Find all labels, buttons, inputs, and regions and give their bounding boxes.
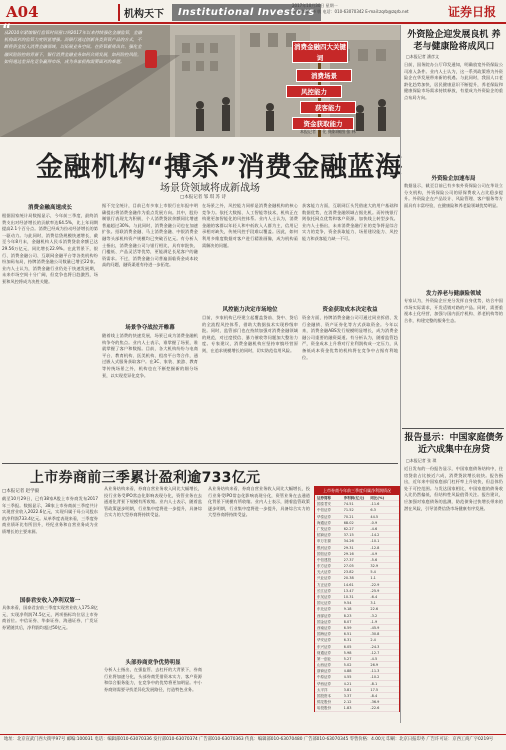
table-cell: 10.31	[343, 595, 354, 599]
column-3-text-b: 目前，多家机构已经建立起覆盖贷前、贷中、贷后的全流程风控体系，借助大数据技术实现秒级审批。同时，监管部门也在持续加强对消费金融领域的规范，对过度授信、暴力催收等问题加大整治力度。专家建议，消费金融机构应坚持审慎经营原则，在追求规模增长的同时，切实防范信用风险。	[202, 315, 298, 353]
table-cell: 6.51	[343, 632, 352, 637]
table-cell: -25.9	[370, 588, 380, 593]
main-headline: 金融机构“搏杀”消费金融蓝海	[36, 152, 403, 183]
bottom-headline: 上市券商前三季累计盈利逾733亿元	[30, 470, 261, 486]
table-cell: 太平洋	[317, 687, 328, 692]
table-cell: 西部证券	[317, 613, 331, 618]
table-cell: 国投资本	[317, 694, 331, 698]
column-2-subhead: 场景争夺战拉开帷幕	[125, 325, 175, 331]
table-cell: 34.26	[343, 539, 354, 544]
table-cell: 62.27	[343, 526, 354, 531]
column-2-text-b: 随着线上消费的快速发展，场景已成为消费金融机构争夺的焦点。业内人士表示，谁掌握了场景，谁就掌握了客户和数据。目前，各大机构纷纷与电商平台、教育机构、医美机构、租房平台等合作，通过嵌入式服务获取客户。在3C、家装、旅游、教育等传统场景之外，机构也在不断挖掘新的细分场景，以实现差异化竞争。	[102, 333, 198, 378]
table-cell: 东兴证券	[317, 644, 331, 649]
main-byline: □本报记者 邹 琪 苏 诗	[180, 195, 226, 200]
table-cell: 44.5	[370, 514, 379, 519]
table-cell: -4.5	[370, 656, 378, 661]
table-cell: 22.6	[370, 607, 379, 612]
column-4-text: 获客能力方面，互联网巨头凭借庞大的用户基础和数据优势，在消费金融领域占据先机。而传统银行则依托网点优势和客户资源，加快线上转型步伐。业内人士指出，未来消费金融行业的竞争将是综合实力的竞争，资金获取能力、场景建设能力、风控能力和获客能力缺一不可。	[302, 203, 398, 241]
table-cell: 海通证券	[317, 520, 331, 525]
section-title-en: Institutional Investors	[172, 4, 321, 21]
table-cell: 6.05	[343, 644, 352, 649]
bottom-text-4: 分析人士指出，在强监管、去杠杆的大背景下，券商行业将加速分化，头部券商凭借资本实力、客户资源和综合服务能力，在竞争中的优势将更加明显。中小券商则需要寻找差异化发展路径，打造特色业务。	[104, 667, 202, 692]
table-cell: 中原证券	[317, 675, 331, 680]
column-1-text: 根据国家统计局数据显示，今年前三季度，最终消费支出对经济增长的贡献率达64.5%，比上年同期提高2.1个百分点。消费已经成为拉动经济增长的第一驱动力。与此同时，消费信贷规模快速增长，截至今年8月末，金融机构人民币消费贷款余额已达29.56万亿元，同比增长22.9%。在此背景下，银行、消费金融公司、互联网金融平台等各类机构纷纷加码布局，持牌消费金融公司数量已增至22家。业内人士认为，消费金融行业仍处于快速发展期，未来市场空间十分广阔，但竞争也将日趋激烈，场景和风控将成为决胜关键。	[2, 213, 98, 284]
table-cell: -10.1	[370, 539, 380, 544]
table-cell: 3.81	[343, 687, 352, 692]
table-cell: -22.9	[370, 582, 380, 587]
table-cell: -11.6	[370, 502, 380, 507]
table-cell: 长江证券	[317, 588, 331, 593]
header-meta	[292, 3, 442, 15]
right-text-2: 专家认为，外资险企应充分发挥自身优势，结合中国市场实际需求，开发适销对路的产品。同时，需要重视本土化经营，加强与国内医疗机构、养老机构等的合作，构建完整的服务生态。	[404, 298, 503, 323]
table-cell: 14.61	[343, 582, 354, 587]
table-cell: 国海证券	[317, 632, 331, 637]
table-cell: 西南证券	[317, 625, 331, 630]
table-header-cell: 证券简称	[317, 496, 331, 500]
header-editor: 责任编辑：李 敏 电话：010-63070342 E-mail:zqrb@zqrb.net	[292, 9, 409, 14]
table-cell: 华安证券	[317, 638, 331, 643]
right-subhead-1: 外资险企加速布局	[431, 176, 476, 182]
table-cell: 国金证券	[317, 619, 331, 624]
table-cell: 东方证券	[317, 564, 331, 569]
column-4-subhead: 资金获取成本决定收益	[322, 307, 378, 313]
table-cell: 29.31	[343, 545, 354, 550]
right-byline-1: □本报记者 潘彦文	[406, 54, 440, 59]
table-cell: 东吴证券	[317, 595, 331, 599]
hero-credit: 本报记者 卞 化 摄影/制图 张 林	[300, 129, 356, 134]
bottom-subhead-1: 国泰君安收入净利双第一	[19, 598, 81, 604]
table-cell: 20.38	[343, 576, 354, 581]
table-cell: 东北证券	[317, 607, 331, 612]
table-cell: 6.59	[343, 625, 352, 630]
table-cell: -3.2	[370, 613, 378, 618]
table-cell: -5.6	[370, 557, 378, 562]
right-headline-1: 外资险企迎发展良机 养老与健康险将成风口	[407, 30, 501, 52]
table-cell: 6.31	[343, 638, 352, 643]
table-cell: 2.12	[343, 700, 352, 705]
table-cell: -14.2	[370, 533, 380, 538]
table-cell: -22.6	[370, 706, 380, 711]
table-cell: 锦龙股份	[317, 700, 331, 705]
bottom-divider	[2, 463, 398, 464]
table-cell: 兴业证券	[317, 576, 331, 581]
table-cell: 中信证券	[317, 508, 331, 513]
table-cell: 5.4	[370, 570, 376, 575]
table-cell: -6.4	[370, 595, 378, 599]
table-cell: 华西证券	[317, 681, 331, 686]
right-divider	[402, 428, 504, 429]
table-cell: 国元证券	[317, 601, 331, 606]
sign-keywords: 消费金融四大关键词	[294, 43, 346, 62]
table-cell: 1.1	[370, 576, 376, 581]
table-cell: 浙商证券	[317, 669, 331, 674]
table-cell: -12.7	[370, 650, 380, 655]
table-cell: 国泰君安	[317, 502, 331, 507]
quote-mark-icon: “	[2, 22, 12, 38]
table-cell: 70.21	[343, 514, 354, 519]
table-header-cell: 同比(%)	[370, 496, 385, 500]
table-cell: 5.02	[343, 663, 352, 668]
table-cell: -4.6	[370, 526, 378, 531]
bottom-text-1: 截至10月29日，已有38家A股上市券商发布2017年三季报。数据显示，38家上市券商前三季度共计实现营业收入2022.6亿元，实现归属于母公司股东的净利润733.4亿元。从单季度表现来看，三季度券商业绩环比有所回升，经纪业务和自营业务成为业绩增长的主要来源。	[2, 496, 98, 534]
column-3	[202, 203, 298, 461]
table-body	[315, 501, 399, 711]
table-cell: 6.3	[370, 508, 376, 513]
column-2	[102, 203, 198, 461]
table-cell: 1.83	[343, 706, 352, 711]
table-cell: 8.23	[343, 613, 352, 618]
right-subhead-2: 发力养老与健康险领域	[425, 291, 481, 297]
page-footer: 地址：北京宣武门西大街甲97号 邮编:100031 电话：编辑部010-63070336 发行部010-63070374 广告部010-63070363 传真：编辑部010-63070480 广告部010-63070345 零售价格：4.00元 印刷：北京日报印务 广告许可证：京西工商广字0219号	[0, 734, 506, 750]
bottom-text-5: 从业务结构来看，券商自营业务收入同比大幅增长，投行业务受IPO常态化影响表现分化，资管业务在去通道化背景下规模有所收缩。业内人士表示，随着监管政策逐步明朗，行业集中度将进一步提升，具备综合实力的大型券商将持续受益。	[208, 486, 310, 518]
table-cell: 申万宏源	[317, 539, 331, 544]
column-2-text: 据不完全统计，目前已有多家上市银行在年报中明确提出将消费金融作为重点发展方向。其中，股份制银行表现尤为积极，个人消费贷款余额同比增速普遍超过30%。与此同时，消费金融公司也在加速扩张。招联消费金融、马上消费金融、中银消费金融等头部机构资产规模均已突破百亿元。有分析人士指出，消费金融公司与银行相比，具有审批快、门槛低、产品灵活等优势，更能满足长尾客户的融资需求。不过，消费金融公司普遍面临资金成本较高的问题，融资渠道有待进一步拓宽。	[102, 203, 198, 268]
table-row	[315, 705, 399, 711]
bottom-text-2: 具体来看，国泰君安前三季度实现营业收入175.8亿元，实现净利润74.5亿元，两项指标均位居上市券商首位。中信证券、华泰证券、海通证券、广发证券紧随其后，净利润均超过50亿元。	[2, 605, 98, 630]
table-cell: 8.07	[343, 619, 352, 624]
table-cell: 17.5	[370, 687, 379, 692]
table-cell: 37.15	[343, 533, 354, 538]
sign-risk: 风控能力	[286, 85, 342, 98]
table-cell: 第一创业	[317, 656, 331, 661]
table-header-cell: 净利润(亿元)	[343, 496, 365, 500]
table-cell: -45.9	[370, 625, 380, 630]
table-cell: 国信证券	[317, 551, 331, 556]
table-cell: 29.16	[343, 551, 354, 556]
table-cell: 26.9	[370, 663, 379, 668]
table-cell: 13.47	[343, 588, 354, 593]
table-cell: -36.9	[370, 700, 380, 705]
table-cell: -8.4	[370, 694, 378, 698]
table-cell: 中信建投	[317, 557, 331, 562]
table-cell: 4.55	[343, 675, 352, 680]
bottom-subhead-2: 头部券商竞争优势明显	[125, 660, 181, 666]
table-cell: -30.8	[370, 632, 380, 637]
column-1	[2, 203, 98, 461]
table-cell: 9.54	[343, 601, 352, 606]
table-cell: 招商证券	[317, 533, 331, 538]
table-cell: 4.21	[343, 681, 352, 686]
table-cell: 财通证券	[317, 650, 331, 655]
table-cell: 广发证券	[317, 526, 331, 531]
column-3-subhead: 风控能力决定市场地位	[222, 307, 278, 313]
sign-scene: 消费场景	[296, 69, 352, 82]
table-cell: 4.88	[343, 669, 352, 674]
table-cell: 哈投股份	[317, 706, 331, 711]
section-title: 机构天下	[118, 4, 168, 21]
table-cell: 山西证券	[317, 663, 331, 668]
newspaper-logo: 证券日报	[448, 5, 497, 19]
table-cell: 32.9	[370, 564, 379, 569]
hero-quote: 从2010年紧缩银行监管时间窗口到2017年以来持续强化金融监管，金融机构面对的监管力度明显增强。而银行通过创新各类资管产品的方式，不断将资金投入消费金融领域，以拓展业务空间。在资管新规出台、强化金融风险防控的背景下，银行消费金融业务如何合规发展，如何防控风险，如何通过差异化竞争赢得市场，成为各家机构需要面对的难题。	[4, 31, 142, 65]
column-4-text-b: 资金方面，持牌消费金融公司可通过同业拆借、发行金融债、资产证券化等方式获取资金。今年以来，消费金融ABS发行规模明显增长，成为消费金融公司重要的融资渠道。有分析认为，随着监管趋严，资金成本上升将对行业利润构成一定压力，具备低成本资金优势的机构将在竞争中占据有利地位。	[302, 315, 398, 360]
column-4	[302, 203, 398, 461]
sign-customer: 获客能力	[300, 101, 356, 114]
right-byline-2: □本报记者 张 琪	[406, 458, 437, 463]
table-cell: 71.52	[343, 508, 354, 513]
column-1-subhead: 消费金融高速成长	[27, 205, 72, 211]
bottom-byline: □本报记者 赵学毅	[2, 489, 40, 494]
table-cell: 3.37	[343, 694, 352, 698]
table-cell: 2.4	[370, 638, 376, 643]
bottom-text-3: 从业务结构来看，券商自营业务收入同比大幅增长，投行业务受IPO常态化影响表现分化，资管业务在去通道化背景下规模有所收缩。业内人士表示，随着监管政策逐步明朗，行业集中度将进一步提升，具备综合实力的大型券商将持续受益。	[104, 486, 202, 518]
broker-profit-table	[314, 486, 400, 712]
table-cell: -11.3	[370, 669, 380, 674]
table-cell: 68.02	[343, 520, 354, 525]
table-cell: 银河证券	[317, 545, 331, 550]
right-text-1b: 数据显示，截至目前已有多家外资保险公司在华设立分支机构，外资保险公司的原保费收入占比稳步提升。外资险企在产品设计、风险管理、客户服务等方面具有丰富经验，在健康险和养老险领域优势明显。	[404, 183, 503, 208]
table-cell: 9.18	[343, 607, 352, 612]
table-cell: -8.1	[370, 681, 378, 686]
table-cell: 华泰证券	[317, 514, 331, 519]
page-number: A04	[6, 3, 39, 21]
table-cell: 27.05	[343, 564, 354, 569]
table-cell: 光大证券	[317, 570, 331, 575]
table-cell: 5.27	[343, 656, 352, 661]
table-cell: -12.8	[370, 545, 380, 550]
table-cell: 方正证券	[317, 582, 331, 587]
table-cell: -4.9	[370, 551, 378, 556]
table-cell: 27.37	[343, 557, 354, 562]
table-cell: 74.51	[343, 502, 354, 507]
table-cell: -10.2	[370, 675, 380, 680]
table-cell: 5.98	[343, 650, 352, 655]
right-text-1: 日前，国务院办公厅印发通知，明确放宽外资保险公司准入条件。业内人士认为，这一系列政策将为外资险企在华发展带来新的机遇。与此同时，我国人口老龄化趋势加快，居民健康意识不断提升，养老保险和健康保险市场需求持续释放，有望成为外资险企的重点布局方向。	[404, 62, 503, 100]
header-date: 2017年10月30日 星期一	[292, 3, 338, 8]
right-headline-2: 报告显示：中国家庭债务近六成集中在房贷	[404, 433, 504, 455]
right-text-3: 近日发布的一份报告显示，中国家庭债务结构中，住房贷款占比接近六成，消费贷款增长较快。报告指出，近年来中国家庭部门杠杆率上升较快，但总体仍处于可控范围。与发达国家相比，中国家庭的债务收入比仍然偏低，但结构性风险值得关注。报告建议，应加强对家庭债务的监测，防范债务过快增长带来的潜在风险，引导消费信贷市场健康有序发展。	[404, 466, 503, 511]
table-cell: -1.9	[370, 619, 378, 624]
sign-funding: 资金获取能力	[292, 117, 354, 130]
table-cell: -24.3	[370, 644, 380, 649]
column-3-text: 在场景之外，风控能力同样是消费金融机构的核心竞争力。依托大数据、人工智能等技术，机构正在构建更加智能化的风控体系。业内人士认为，消费金融的客群以年轻人和中低收入人群为主，信用记录相对缺失，传统风控手段难以覆盖。因此，如何利用多维度数据对客户进行精准画像，成为机构亟需解决的问题。	[202, 203, 298, 248]
table-title: 上市券商今年前三季度归属净利润情况	[315, 487, 399, 495]
table-cell: 3.1	[370, 601, 376, 606]
main-subheadline: 场景贷领域将成新战场	[160, 183, 260, 194]
table-cell: 23.82	[343, 570, 354, 575]
table-cell: -0.9	[370, 520, 378, 525]
